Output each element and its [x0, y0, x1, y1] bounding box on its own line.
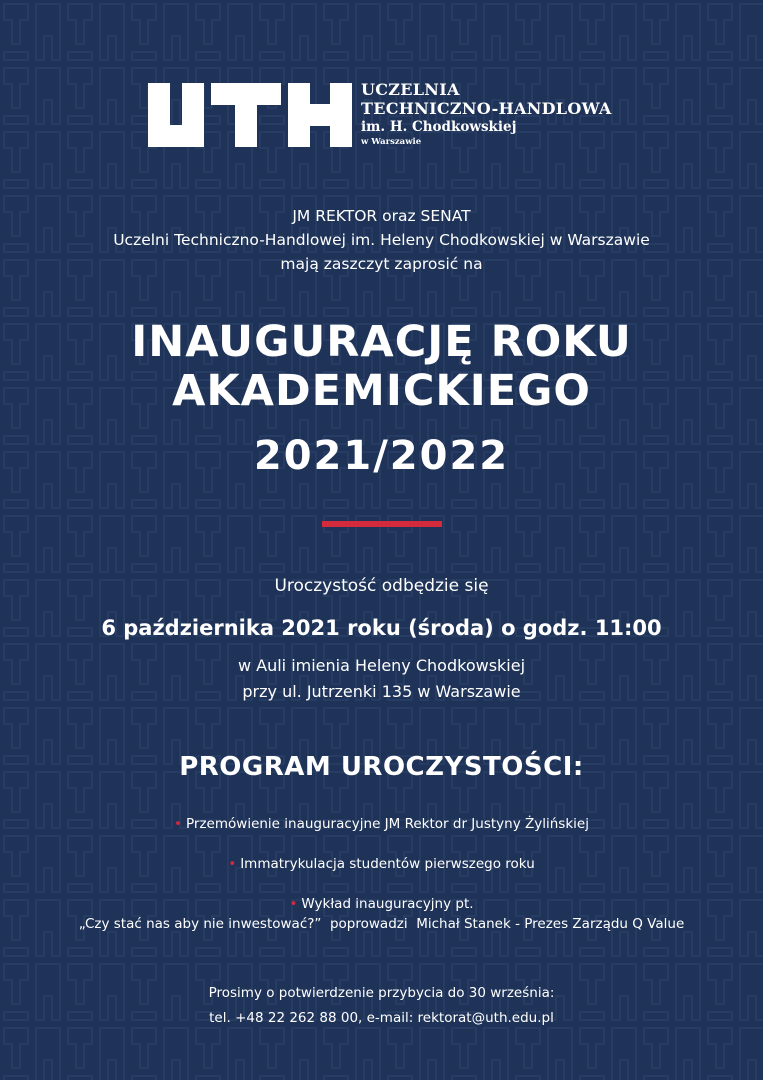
rsvp-contact: tel. +48 22 262 88 00, e-mail: rektorat@uth.edu.pl [209, 1010, 554, 1026]
intro-line: Uczelni Techniczno-Handlowej im. Heleny Chodkowskiej w Warszawie [113, 231, 650, 249]
rsvp-line: Prosimy o potwierdzenie przybycia do 30 września: [208, 985, 555, 1001]
intro-line: mają zaszczyt zaprosić na [280, 255, 483, 273]
event-date: 6 października 2021 roku (środa) o godz. 11:00 [101, 616, 662, 640]
title-line: INAUGURACJĘ ROKU [131, 317, 632, 367]
program-list [0, 814, 763, 934]
program-item-label: Przemówienie inauguracyjne JM Rektor dr Justyny Żylińskiej [186, 816, 589, 832]
logo-text-line: UCZELNIA [361, 80, 460, 99]
program-item-label: Immatrykulacja studentów pierwszego roku [240, 856, 535, 872]
logo-text [361, 80, 641, 148]
rsvp-info [0, 981, 763, 1031]
invitation-intro [0, 204, 763, 276]
title-line: AKADEMICKIEGO [172, 366, 591, 416]
event-venue [0, 653, 763, 705]
uth-logo-mark [148, 83, 353, 147]
intro-line: JM REKTOR oraz SENAT [292, 207, 471, 225]
bullet-icon: • [289, 896, 298, 912]
program-item [0, 814, 763, 834]
academic-year: 2021/2022 [253, 433, 510, 479]
program-item [0, 854, 763, 874]
bullet-icon: • [174, 816, 183, 832]
program-title: PROGRAM UROCZYSTOŚCI: [179, 752, 584, 782]
venue-line: przy ul. Jutrzenki 135 w Warszawie [242, 682, 521, 701]
event-lead: Uroczystość odbędzie się [274, 576, 489, 596]
program-item [0, 894, 763, 914]
accent-divider [322, 521, 442, 527]
venue-line: w Auli imienia Heleny Chodkowskiej [237, 656, 526, 675]
logo-text-line: w Warszawie [361, 137, 422, 147]
event-title [0, 318, 763, 416]
program-item-label: Wykład inauguracyjny pt. [301, 896, 474, 912]
lecture-quote: „Czy stać nas aby nie inwestować?” poprowadzi Michał Stanek - Prezes Zarządu Q Value [78, 916, 685, 932]
logo-text-line: im. H. Chodkowskiej [361, 119, 517, 135]
logo-text-line: TECHNICZNO-HANDLOWA [361, 99, 612, 118]
bullet-icon: • [228, 856, 237, 872]
